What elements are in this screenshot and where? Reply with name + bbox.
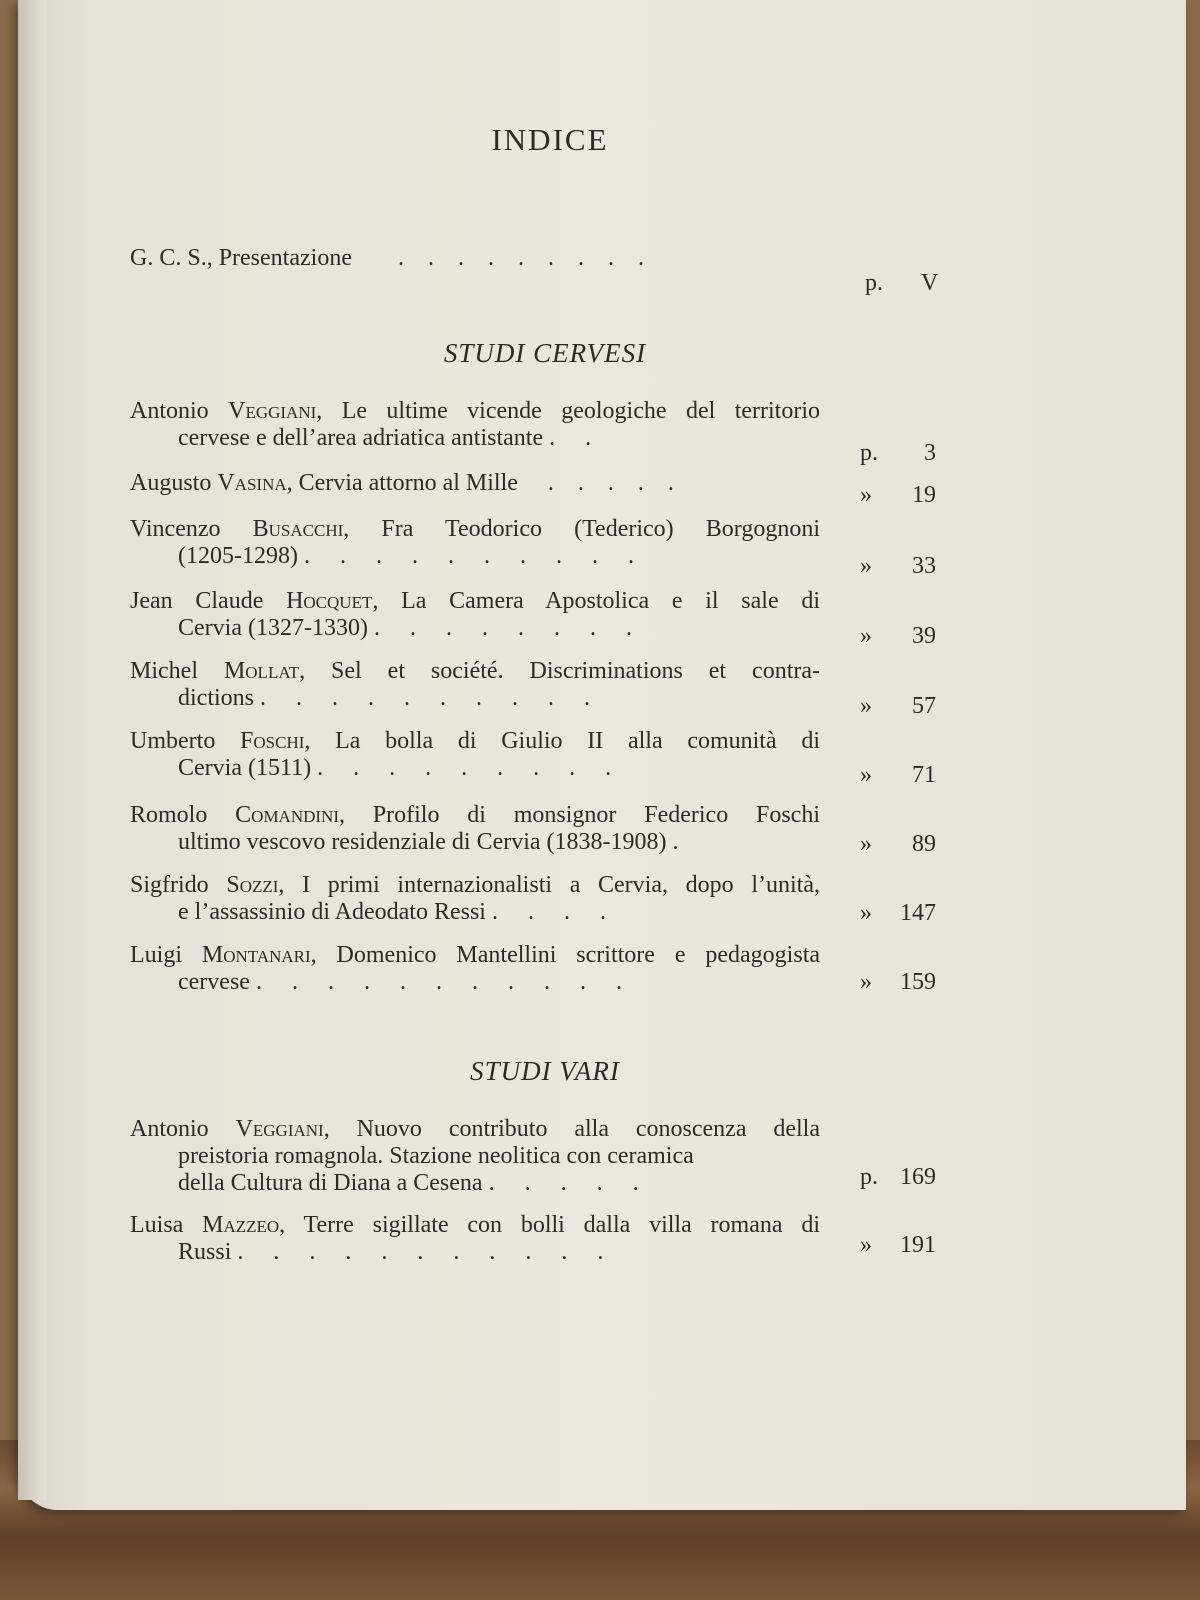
author-surname: Foschi <box>240 728 305 754</box>
author-first-name: Jean Claude <box>130 588 287 614</box>
toc-entry: Antonio Veggiani, Nuovo contributo alla conoscenza della preistoria romagnola. Stazione neolitica con ceramica della Cultura di Diana a Cesena . . . . . <box>130 1116 820 1196</box>
entry-title-continued: Cervia (1511) <box>178 755 318 781</box>
page-number: » 33 <box>860 553 936 579</box>
entry-title-continued: Cervia (1327-1330) <box>178 615 374 641</box>
author-first-name: Antonio <box>130 1116 236 1142</box>
entry-title: , Cervia attorno al Mille <box>286 470 518 496</box>
page-number: » 147 <box>860 900 936 926</box>
toc-entry: Luisa Mazzeo, Terre sigillate con bolli dalla villa romana di Russi . . . . . . . . . . . <box>130 1212 820 1265</box>
page-title: INDICE <box>491 122 609 157</box>
intro-page: p. V <box>865 270 939 296</box>
entry-title-continued: e l’assassinio di Adeodato Ressi <box>178 899 492 925</box>
entry-title: , Fra Teodorico (Tederico) Borgognoni <box>343 516 821 542</box>
author-surname: Montanari <box>201 942 311 968</box>
author-first-name: Umberto <box>130 728 241 754</box>
author-surname: Mazzeo <box>202 1212 280 1238</box>
entry-title: , Le ultime vicende geologiche del territorio <box>316 398 820 424</box>
page-gutter <box>18 0 46 1500</box>
entry-title: , Sel et société. Discriminations et contra- <box>299 658 821 684</box>
entry-title-continued: ultimo vescovo residenziale di Cervia (1838-1908) <box>178 829 673 855</box>
entry-title-continued: cervese e dell’area adriatica antistante <box>178 425 550 451</box>
author-surname: Hocquet <box>286 588 373 614</box>
page-number: » 89 <box>860 831 936 857</box>
toc-entry: Jean Claude Hocquet, La Camera Apostolica e il sale di Cervia (1327-1330) . . . . . . . . <box>130 588 821 641</box>
author-first-name: Luigi <box>130 942 202 968</box>
toc-entry: Michel Mollat, Sel et société. Discriminations et contra- dictions . . . . . . . . . . <box>130 658 821 711</box>
intro-title: Presentazione <box>218 245 352 271</box>
entry-title-continued: (1205-1298) <box>178 543 304 569</box>
author-surname: Mollat <box>223 658 300 684</box>
entry-title: , Domenico Mantellini scrittore e pedagogista <box>310 942 821 968</box>
toc-entry: Umberto Foschi, La bolla di Giulio II alla comunità di Cervia (1511) . . . . . . . . . <box>130 728 821 781</box>
page-number: p. 3 <box>860 440 936 466</box>
section-heading-studi-cervesi: STUDI CERVESI <box>443 338 647 368</box>
toc-entry: Antonio Veggiani, Le ultime vicende geologiche del territorio cervese e dell’area adriatica antistante . . <box>130 398 820 451</box>
entry-title-continued: dictions <box>178 685 260 711</box>
entry-title: , La Camera Apostolica e il sale di <box>372 588 821 614</box>
author-first-name: Luisa <box>130 1212 203 1238</box>
toc-entry: Vincenzo Busacchi, Fra Teodorico (Tederico) Borgognoni (1205-1298) . . . . . . . . . . <box>130 516 821 569</box>
entry-title-continued: della Cultura di Diana a Cesena <box>178 1170 489 1196</box>
entry-title-continued: Russi <box>178 1239 238 1265</box>
author-surname: Comandini <box>235 802 339 828</box>
author-first-name: Michel <box>130 658 224 684</box>
page-number: » 159 <box>860 969 936 995</box>
author-first-name: Vincenzo <box>130 516 253 542</box>
toc-entry: Sigfrido Sozzi, I primi internazionalisti a Cervia, dopo l’unità, e l’assassinio di Adeodato Ressi . . . . <box>130 872 820 925</box>
page-number: » 191 <box>860 1232 936 1258</box>
toc-entry-intro: G. C. S., Presentazione ......... <box>130 245 668 271</box>
author-first-name: Augusto <box>130 470 218 496</box>
entry-title: , Terre sigillate con bolli dalla villa romana di <box>279 1212 820 1238</box>
entry-title-continued: preistoria romagnola. Stazione neolitica con ceramica <box>178 1143 694 1169</box>
author-surname: Vasina <box>217 470 287 496</box>
page-number: » 19 <box>860 482 936 508</box>
toc-entry: Luigi Montanari, Domenico Mantellini scrittore e pedagogista cervese . . . . . . . . . . . <box>130 942 821 995</box>
author-first-name: Antonio <box>130 398 229 424</box>
page-number: » 39 <box>860 623 936 649</box>
entry-title-continued: cervese <box>178 969 256 995</box>
toc-entry: Romolo Comandini, Profilo di monsignor Federico Foschi ultimo vescovo residenziale di Cervia (1838-1908) . <box>130 802 820 855</box>
author-surname: Veggiani <box>228 398 317 424</box>
page-number: » 71 <box>860 762 936 788</box>
page-number: p. 169 <box>860 1164 936 1190</box>
entry-title: , Nuovo contributo alla conoscenza della <box>323 1116 820 1142</box>
page-number: » 57 <box>860 693 936 719</box>
section-heading-studi-vari: STUDI VARI <box>470 1056 620 1086</box>
entry-title: , Profilo di monsignor Federico Foschi <box>339 802 820 828</box>
entry-title: , I primi internazionalisti a Cervia, dopo l’unità, <box>278 872 820 898</box>
author-surname: Sozzi <box>226 872 279 898</box>
author-surname: Busacchi <box>252 516 344 542</box>
entry-title: , La bolla di Giulio II alla comunità di <box>304 728 821 754</box>
author-first-name: Romolo <box>130 802 236 828</box>
intro-author: G. C. S., <box>130 245 213 271</box>
author-first-name: Sigfrido <box>130 872 227 898</box>
author-surname: Veggiani <box>235 1116 324 1142</box>
toc-entry: Augusto Vasina, Cervia attorno al Mille ..... <box>130 470 698 496</box>
